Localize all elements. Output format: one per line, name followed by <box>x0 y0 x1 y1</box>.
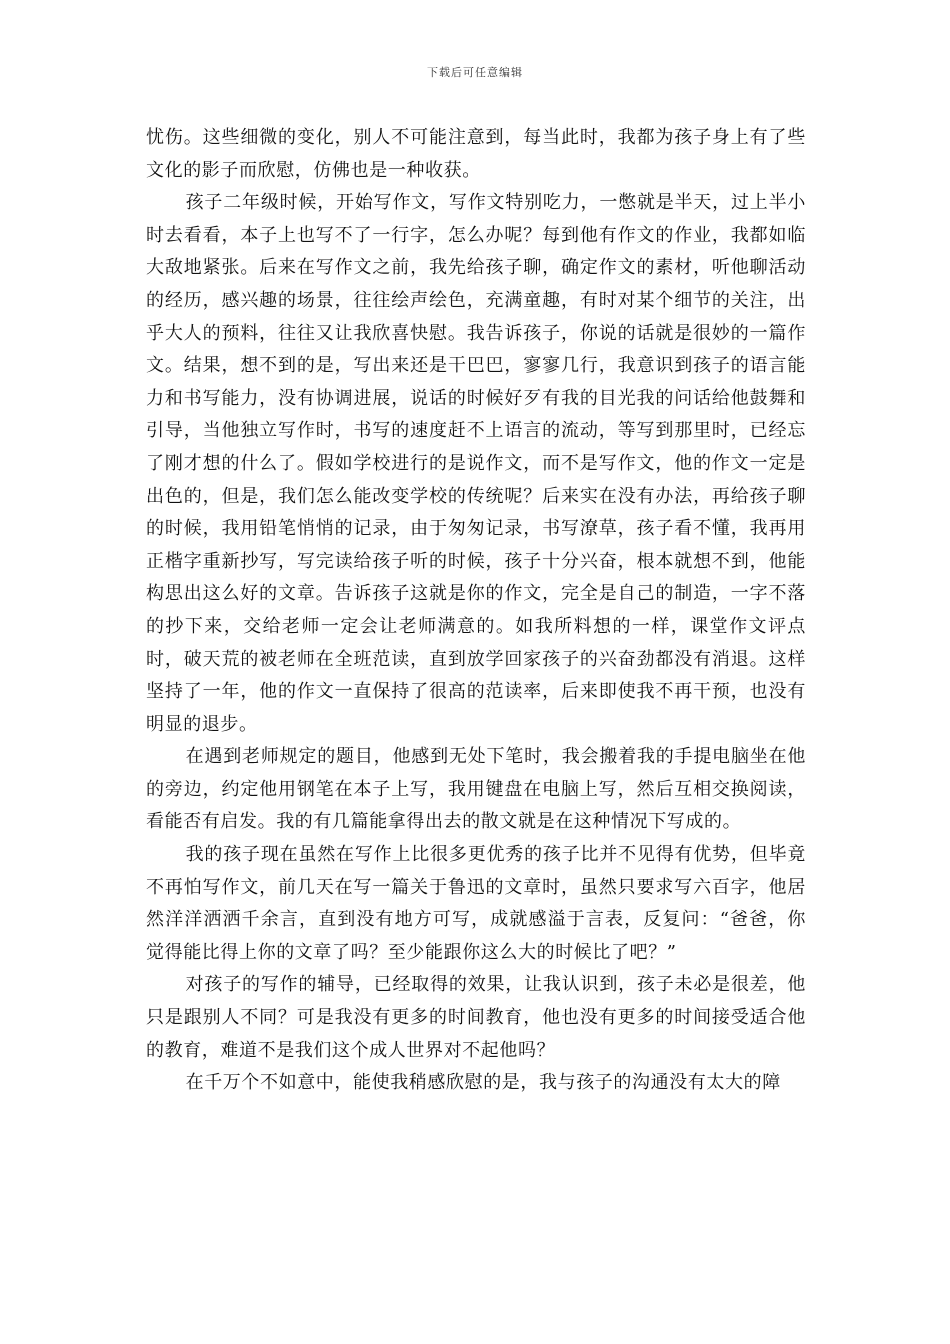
paragraph-1: 忧伤。这些细微的变化，别人不可能注意到，每当此时，我都为孩子身上有了些文化的影子而欣慰，仿佛也是一种收获。 <box>146 127 806 181</box>
document-body <box>146 122 806 1100</box>
paragraph-2: 孩子二年级时候，开始写作文，写作文特别吃力，一憋就是半天，过上半小时去看看，本子上也写不了一行字，怎么办呢？每到他有作文的作业，我都如临大敌地紧张。后来在写作文之前，我先给孩子聊，确定作文的素材，听他聊活动的经历，感兴趣的场景，往往绘声绘色，充满童趣，有时对某个细节的关注，出乎大人的预料，往往又让我欣喜快慰。我告诉孩子，你说的话就是很妙的一篇作文。结果，想不到的是，写出来还是干巴巴，寥寥几行，我意识到孩子的语言能力和书写能力，没有协调进展，说话的时候好歹有我的目光我的问话给他鼓舞和引导，当他独立写作时，书写的速度赶不上语言的流动，等写到那里时，已经忘了刚才想的什么了。假如学校进行的是说作文，而不是写作文，他的作文一定是出色的，但是，我们怎么能改变学校的传统呢？后来实在没有办法，再给孩子聊的时候，我用铅笔悄悄的记录，由于匆匆记录，书写潦草，孩子看不懂，我再用正楷字重新抄写，写完读给孩子听的时候，孩子十分兴奋，根本就想不到，他能构思出这么好的文章。告诉孩子这就是你的作文，完全是自己的制造，一字不落的抄下来，交给老师一定会让老师满意的。如我所料想的一样，课堂作文评点时，破天荒的被老师在全班范读，直到放学回家孩子的兴奋劲都没有消退。这样坚持了一年，他的作文一直保持了很高的范读率，后来即使我不再干预，也没有明显的退步。 <box>146 192 806 735</box>
paragraph-5: 对孩子的写作的辅导，已经取得的效果，让我认识到，孩子未必是很差，他只是跟别人不同？可是我没有更多的时间教育，他也没有更多的时间接受适合他的教育，难道不是我们这个成人世界对不起他吗？ <box>146 974 806 1061</box>
paragraph-3: 在遇到老师规定的题目，他感到无处下笔时，我会搬着我的手提电脑坐在他的旁边，约定他用钢笔在本子上写，我用键盘在电脑上写，然后互相交换阅读，看能否有启发。我的有几篇能拿得出去的散文就是在这种情况下写成的。 <box>146 746 806 833</box>
paragraph-6: 在千万个不如意中，能使我稍感欣慰的是，我与孩子的沟通没有太大的障 <box>185 1072 781 1094</box>
page-header: 下载后可任意编辑 <box>427 66 523 79</box>
paragraph-4: 我的孩子现在虽然在写作上比很多更优秀的孩子比并不见得有优势，但毕竟不再怕写作文，前几天在写一篇关于鲁迅的文章时，虽然只要求写六百字，他居然洋洋洒洒千余言，直到没有地方可写，成就感溢于言表，反复问：“爸爸，你觉得能比得上你的文章了吗？至少能跟你这么大的时候比了吧？” <box>146 844 806 963</box>
